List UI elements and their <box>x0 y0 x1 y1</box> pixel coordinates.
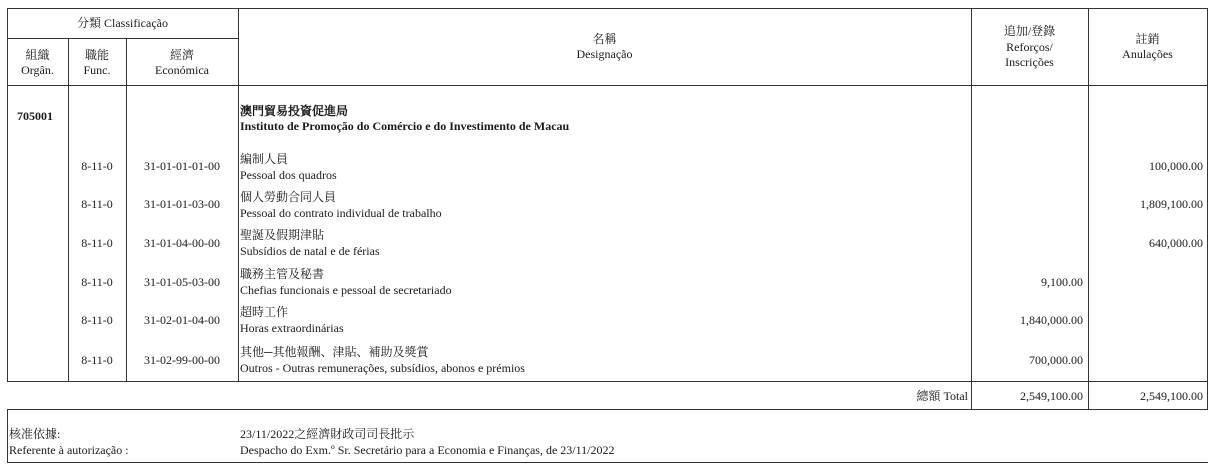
authorization-text-zh: 23/11/2022之經濟財政司司長批示 <box>240 427 415 441</box>
row-designation-zh: 其他─其他報酬、津貼、補助及獎賞 <box>240 345 429 359</box>
row-anulacoes: 1,809,100.00 <box>1140 197 1203 211</box>
header-bottom-border <box>7 85 1208 86</box>
anul-header-zh: 註銷 <box>1135 32 1160 46</box>
classificacao-header: 分類 Classificação <box>77 16 168 30</box>
row-econ: 31-01-04-00-00 <box>144 236 220 250</box>
row-designation-zh: 超時工作 <box>240 305 289 319</box>
total-top-border <box>7 381 1208 382</box>
authorization-label-zh: 核准依據: <box>9 427 61 441</box>
row-func: 8-11-0 <box>81 159 113 173</box>
row-designation-zh: 職務主管及秘書 <box>240 267 325 281</box>
total-reforcos: 2,549,100.00 <box>1020 389 1083 403</box>
row-econ: 31-01-05-03-00 <box>144 275 220 289</box>
row-designation-zh: 編制人員 <box>240 152 289 166</box>
row-designation-pt: Outros - Outras remunerações, subsídios, abonos e prémios <box>240 361 525 375</box>
row-designation-pt: Chefias funcionais e pessoal de secretariado <box>240 283 452 297</box>
table-right-border <box>1207 8 1208 410</box>
classification-divider <box>7 38 238 39</box>
total-anulacoes: 2,549,100.00 <box>1140 389 1203 403</box>
footer-left-border <box>7 409 8 463</box>
desig-header-zh: 名稱 <box>592 32 617 46</box>
row-func: 8-11-0 <box>81 275 113 289</box>
row-func: 8-11-0 <box>81 197 113 211</box>
footer-bottom-border <box>7 462 1208 463</box>
org-header-pt: Orgân. <box>21 63 54 77</box>
econ-header-pt: Económica <box>155 63 209 77</box>
table-top-border <box>7 8 1208 9</box>
reforcos-header-zh: 追加/登錄 <box>1003 24 1056 38</box>
row-designation-pt: Horas extraordinárias <box>240 321 344 335</box>
authorization-text-pt: Despacho do Exm.º Sr. Secretário para a Economia e Finanças, de 23/11/2022 <box>240 443 615 457</box>
row-designation-zh: 個人勞動合同人員 <box>240 190 337 204</box>
func-header-zh: 職能 <box>84 48 109 62</box>
row-anulacoes: 100,000.00 <box>1149 159 1203 173</box>
row-func: 8-11-0 <box>81 313 113 327</box>
total-label: 總額 Total <box>916 389 968 403</box>
reforcos-header-pt2: Inscrições <box>1005 55 1054 69</box>
row-func: 8-11-0 <box>81 236 113 250</box>
anul-header-pt: Anulações <box>1122 47 1173 61</box>
entity-code: 705001 <box>17 109 53 123</box>
row-designation-pt: Pessoal do contrato individual de trabalho <box>240 206 442 220</box>
total-bottom-border <box>7 409 1208 410</box>
authorization-label-pt: Referente à autorização : <box>9 443 129 457</box>
econ-desig-divider <box>238 8 239 382</box>
func-header-pt: Func. <box>83 63 111 77</box>
row-reforcos: 1,840,000.00 <box>1020 313 1083 327</box>
row-anulacoes: 640,000.00 <box>1149 236 1203 250</box>
org-header-zh: 組織 <box>25 48 50 62</box>
entity-name-zh: 澳門貿易投資促進局 <box>240 104 349 118</box>
entity-name-pt: Instituto de Promoção do Comércio e do Investimento de Macau <box>240 119 570 133</box>
row-econ: 31-01-01-01-00 <box>144 159 220 173</box>
row-econ: 31-02-01-04-00 <box>144 313 220 327</box>
desig-header-pt: Designação <box>576 47 633 61</box>
row-econ: 31-02-99-00-00 <box>144 353 220 367</box>
row-designation-zh: 聖誕及假期津貼 <box>240 228 325 242</box>
row-designation-pt: Subsídios de natal e de férias <box>240 244 380 258</box>
row-econ: 31-01-01-03-00 <box>144 197 220 211</box>
row-func: 8-11-0 <box>81 353 113 367</box>
row-designation-pt: Pessoal dos quadros <box>240 168 337 182</box>
row-reforcos: 700,000.00 <box>1029 353 1083 367</box>
econ-header-zh: 經濟 <box>169 48 194 62</box>
row-reforcos: 9,100.00 <box>1041 275 1083 289</box>
reforcos-header-pt1: Reforços/ <box>1006 40 1053 54</box>
